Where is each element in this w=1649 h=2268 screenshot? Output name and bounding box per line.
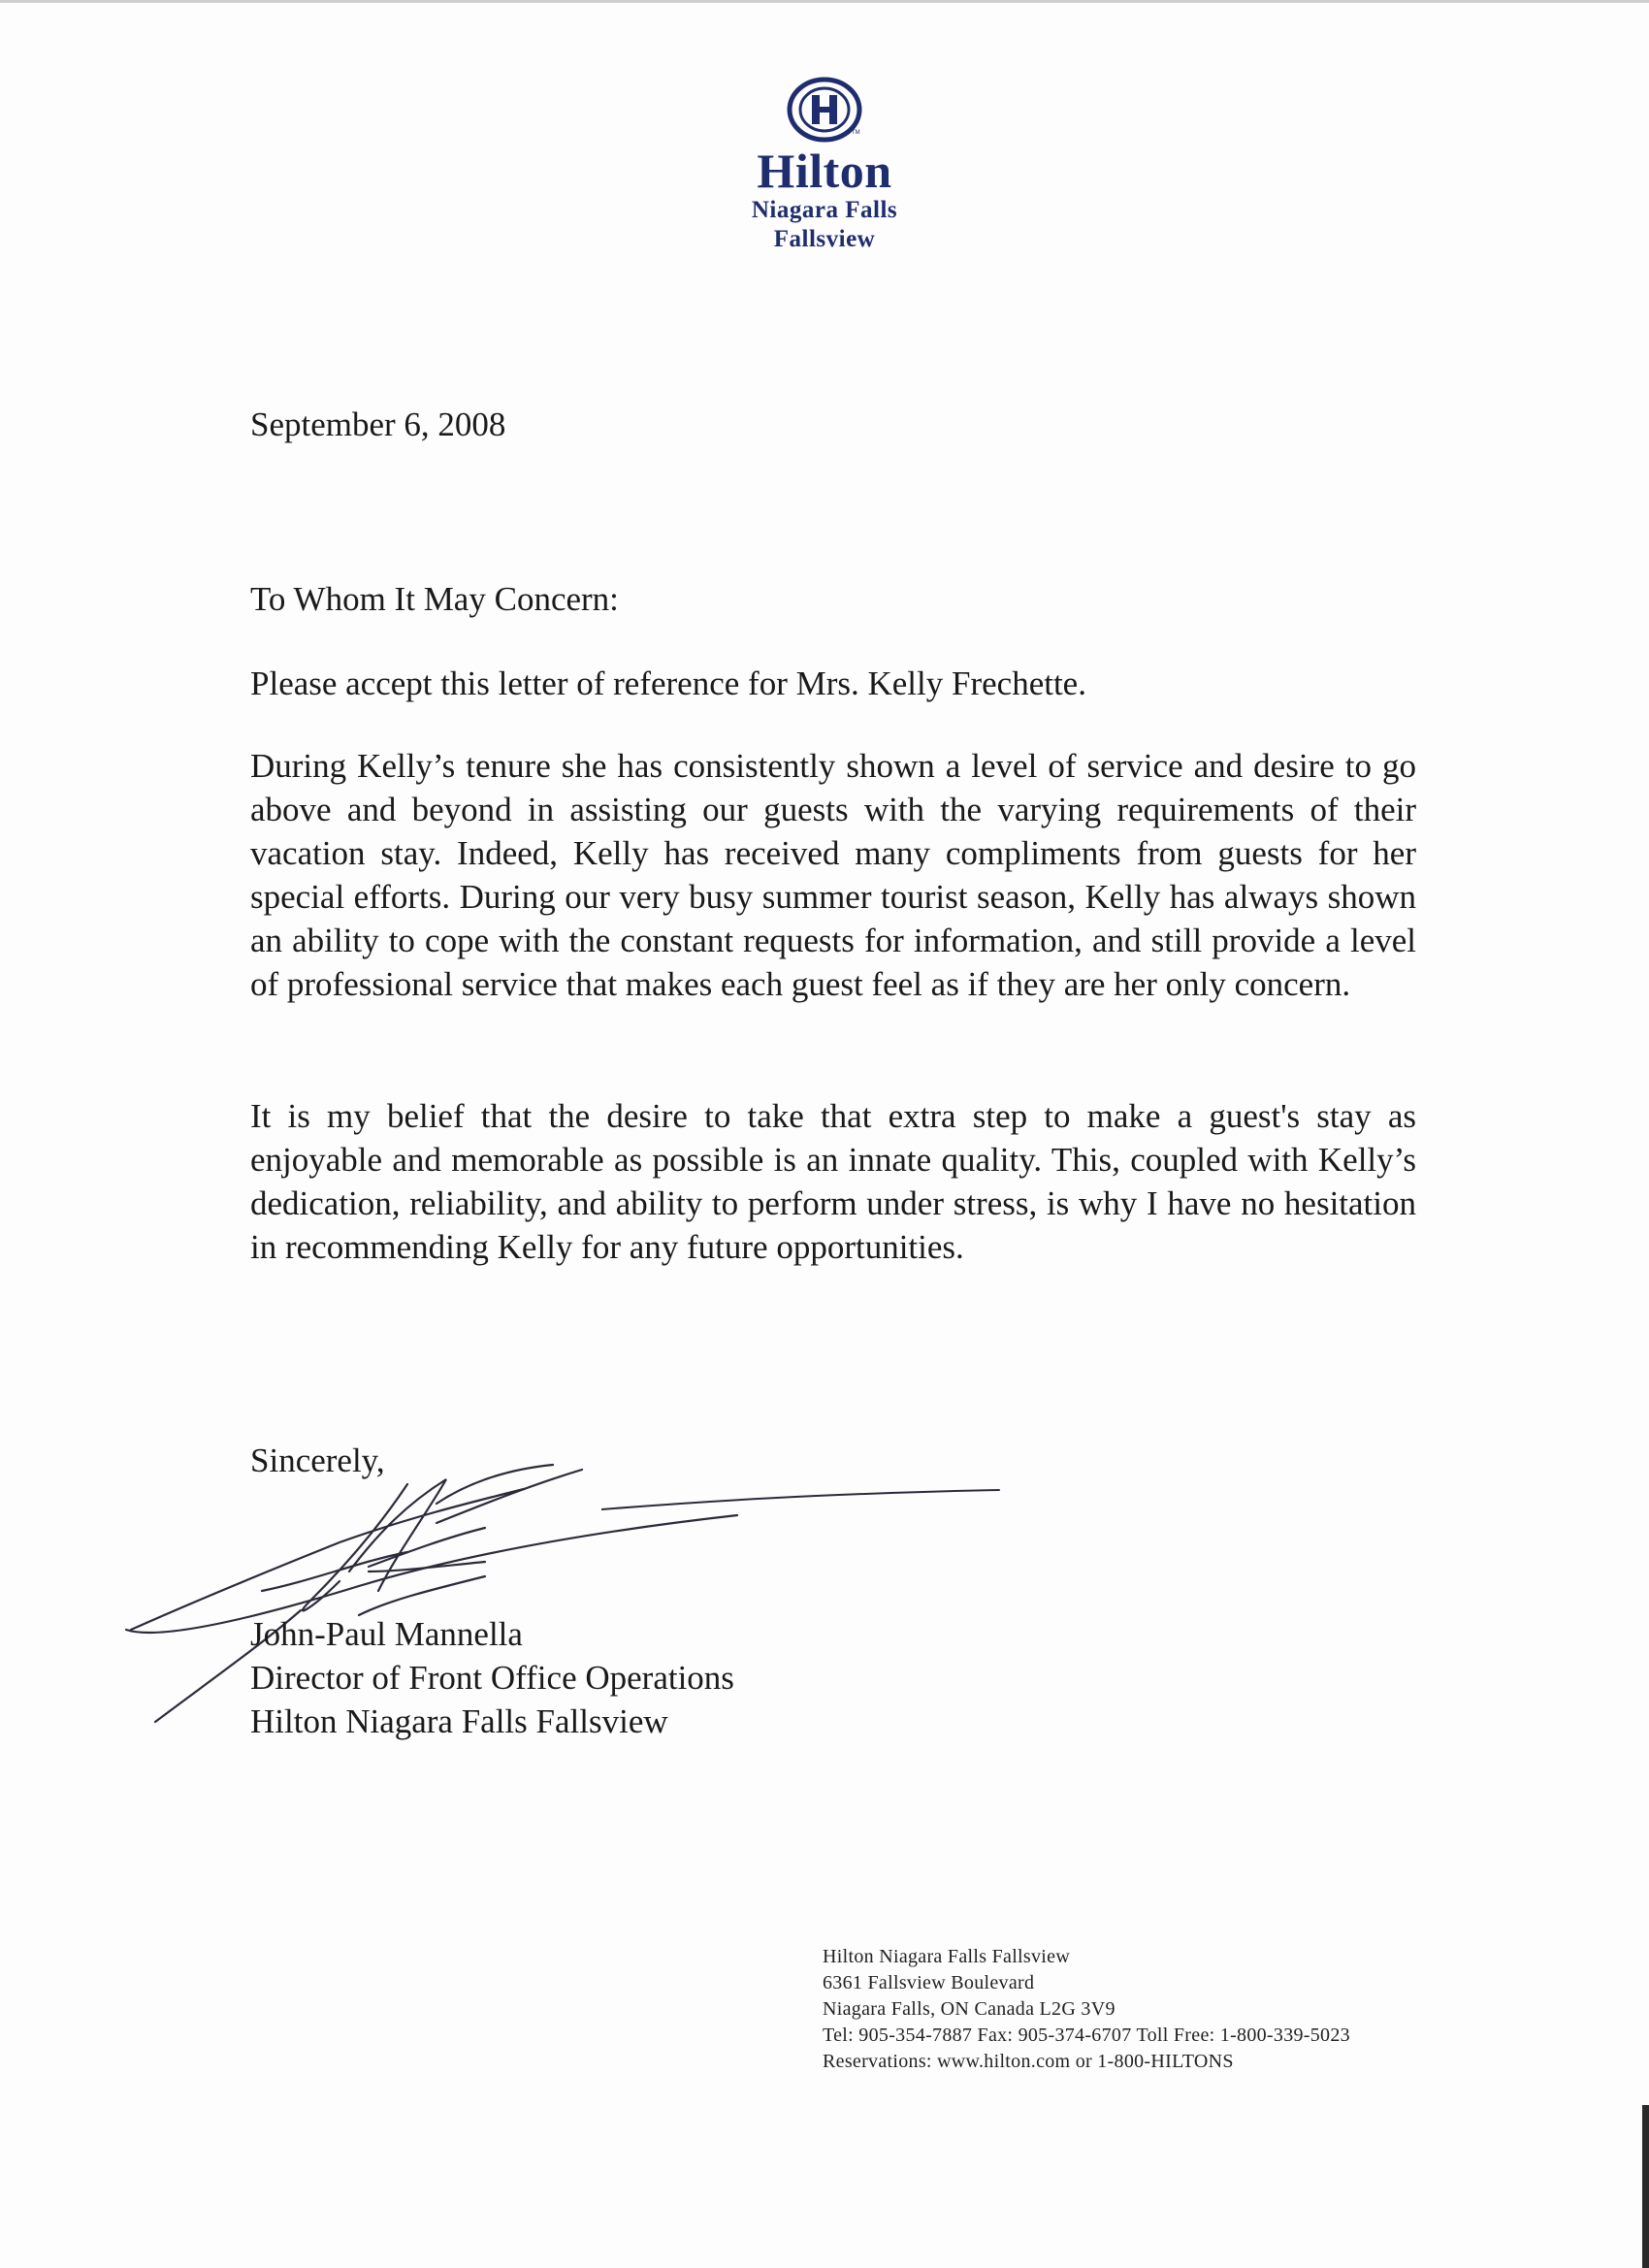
brand-location-line2: Fallsview <box>773 226 876 252</box>
signature-tail-stroke <box>601 1473 1009 1531</box>
footer-reservations: Reservations: www.hilton.com or 1-800-HILTONS <box>823 2051 1234 2072</box>
footer-address <box>823 1944 1599 2075</box>
scan-top-edge <box>0 0 1649 3</box>
letterhead <box>679 76 970 254</box>
intro-sentence: Please accept this letter of reference for Mrs. Kelly Frechette. <box>250 664 1086 702</box>
brand-name: Hilton <box>757 144 892 198</box>
signatory-company: Hilton Niagara Falls Fallsview <box>250 1702 668 1740</box>
scan-edge-bar <box>1642 2105 1649 2268</box>
closing: Sincerely, <box>250 1442 385 1479</box>
footer-street: 6361 Fallsview Boulevard <box>823 1972 1035 1993</box>
hilton-logo-icon <box>786 76 863 144</box>
svg-text:TM: TM <box>852 130 860 136</box>
letter-date: September 6, 2008 <box>250 405 506 443</box>
brand-location-line1: Niagara Falls <box>751 197 898 223</box>
signatory-name: John-Paul Mannella <box>250 1615 523 1653</box>
footer-city: Niagara Falls, ON Canada L2G 3V9 <box>823 1998 1116 2020</box>
body-paragraph-2: It is my belief that the desire to take that extra step to make a guest's stay as enjoyable and memorable as possible is an innate quality. This, coupled with Kelly’s dedication, reliability, and ability to perform under stress, is why I have no hesitation in recommending Kelly for any future opportunities. <box>250 1097 1416 1266</box>
footer-hotel-name: Hilton Niagara Falls Fallsview <box>823 1946 1071 1967</box>
body-paragraph-1: During Kelly’s tenure she has consistently shown a level of service and desire to go above and beyond in assisting our guests with the varying requirements of their vacation stay. Indeed, Kelly has received many compliments from guests for her special efforts. During our very busy summer tourist season, Kelly has always shown an ability to cope with the constant requests for information, and still provide a level of professional service that makes each guest feel as if they are her only concern. <box>250 747 1416 1003</box>
salutation: To Whom It May Concern: <box>250 580 619 618</box>
signatory-title: Director of Front Office Operations <box>250 1659 734 1697</box>
footer-phone: Tel: 905-354-7887 Fax: 905-374-6707 Toll Free: 1-800-339-5023 <box>823 2025 1350 2046</box>
